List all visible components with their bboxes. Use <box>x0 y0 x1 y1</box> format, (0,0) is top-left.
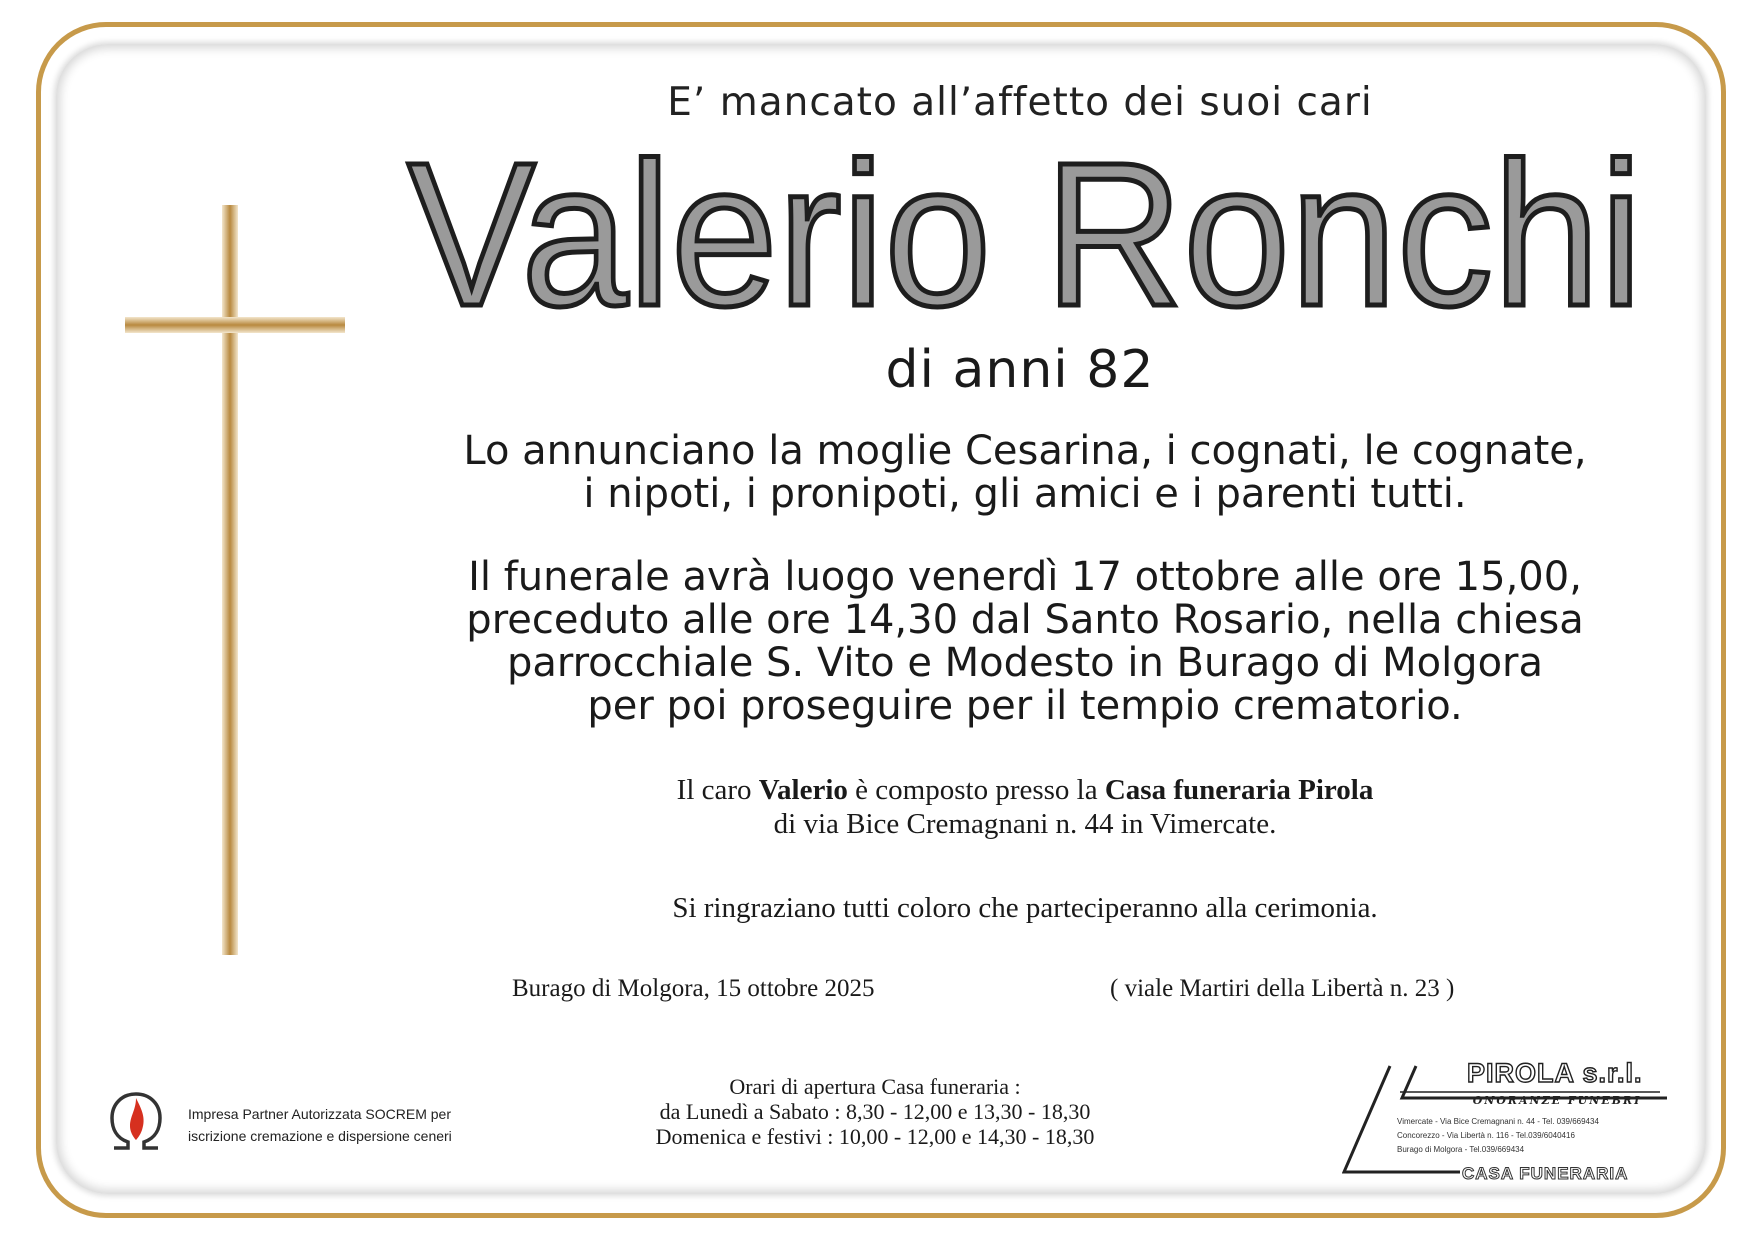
laying-info <box>400 773 1650 841</box>
pirola-branch: Concorezzo - Via Libertà n. 116 - Tel.039/6040416 <box>1397 1131 1575 1140</box>
funeral-line: preceduto alle ore 14,30 dal Santo Rosario, nella chiesa <box>466 597 1584 643</box>
hours-weekdays: da Lunedì a Sabato : 8,30 - 12,00 e 13,30 - 18,30 <box>659 1099 1091 1124</box>
laying-prefix: Il caro <box>676 774 759 806</box>
age: di anni 82 <box>885 340 1155 400</box>
funeral-line: per poi proseguire per il tempio crematorio. <box>587 683 1463 729</box>
cross-icon <box>125 205 345 955</box>
funeral-line: Il funerale avrà luogo venerdì 17 ottobre alle ore 15,00, <box>468 554 1582 600</box>
pirola-subtitle: ONORANZE FUNEBRI <box>1472 1094 1642 1107</box>
socrem-line: Impresa Partner Autorizzata SOCREM per <box>188 1106 451 1122</box>
announce-line: Lo annunciano la moglie Cesarina, i cognati, le cognate, <box>463 428 1587 474</box>
socrem-text <box>188 1103 452 1147</box>
hours-title: Orari di apertura Casa funeraria : <box>729 1074 1021 1099</box>
laying-name: Valerio <box>758 774 848 806</box>
socrem-line: iscrizione cremazione e dispersione ceneri <box>188 1128 452 1144</box>
pirola-casa-funeraria: CASA FUNERARIA <box>1462 1164 1629 1183</box>
laying-address: di via Bice Cremagnani n. 44 in Vimercate. <box>773 808 1277 840</box>
pirola-logo <box>1342 1058 1672 1190</box>
heading: E’ mancato all’affetto dei suoi cari <box>667 80 1373 125</box>
laying-place: Casa funeraria Pirola <box>1104 774 1374 806</box>
funeral-info <box>400 556 1650 728</box>
deceased-name <box>400 130 1650 330</box>
announcement <box>400 430 1650 516</box>
family-address: ( viale Martiri della Libertà n. 23 ) <box>1110 975 1455 1002</box>
pirola-branch: Vimercate - Via Bice Cremagnani n. 44 - Tel. 039/669434 <box>1397 1117 1599 1126</box>
place-date: Burago di Molgora, 15 ottobre 2025 <box>512 975 875 1002</box>
laying-middle: è composto presso la <box>847 774 1105 806</box>
socrem-logo-icon <box>100 1082 172 1154</box>
deceased-name-text: Valerio Ronchi <box>407 130 1643 330</box>
pirola-branch: Burago di Molgora - Tel.039/669434 <box>1397 1145 1525 1154</box>
opening-hours <box>600 1074 1150 1149</box>
thanks: Si ringraziano tutti coloro che parteciperanno alla cerimonia. <box>672 892 1378 924</box>
pirola-name: PIROLA s.r.l. <box>1467 1058 1643 1088</box>
hours-holidays: Domenica e festivi : 10,00 - 12,00 e 14,30 - 18,30 <box>655 1124 1095 1149</box>
announce-line: i nipoti, i pronipoti, gli amici e i parenti tutti. <box>583 471 1467 517</box>
funeral-line: parrocchiale S. Vito e Modesto in Burago di Molgora <box>506 640 1544 686</box>
